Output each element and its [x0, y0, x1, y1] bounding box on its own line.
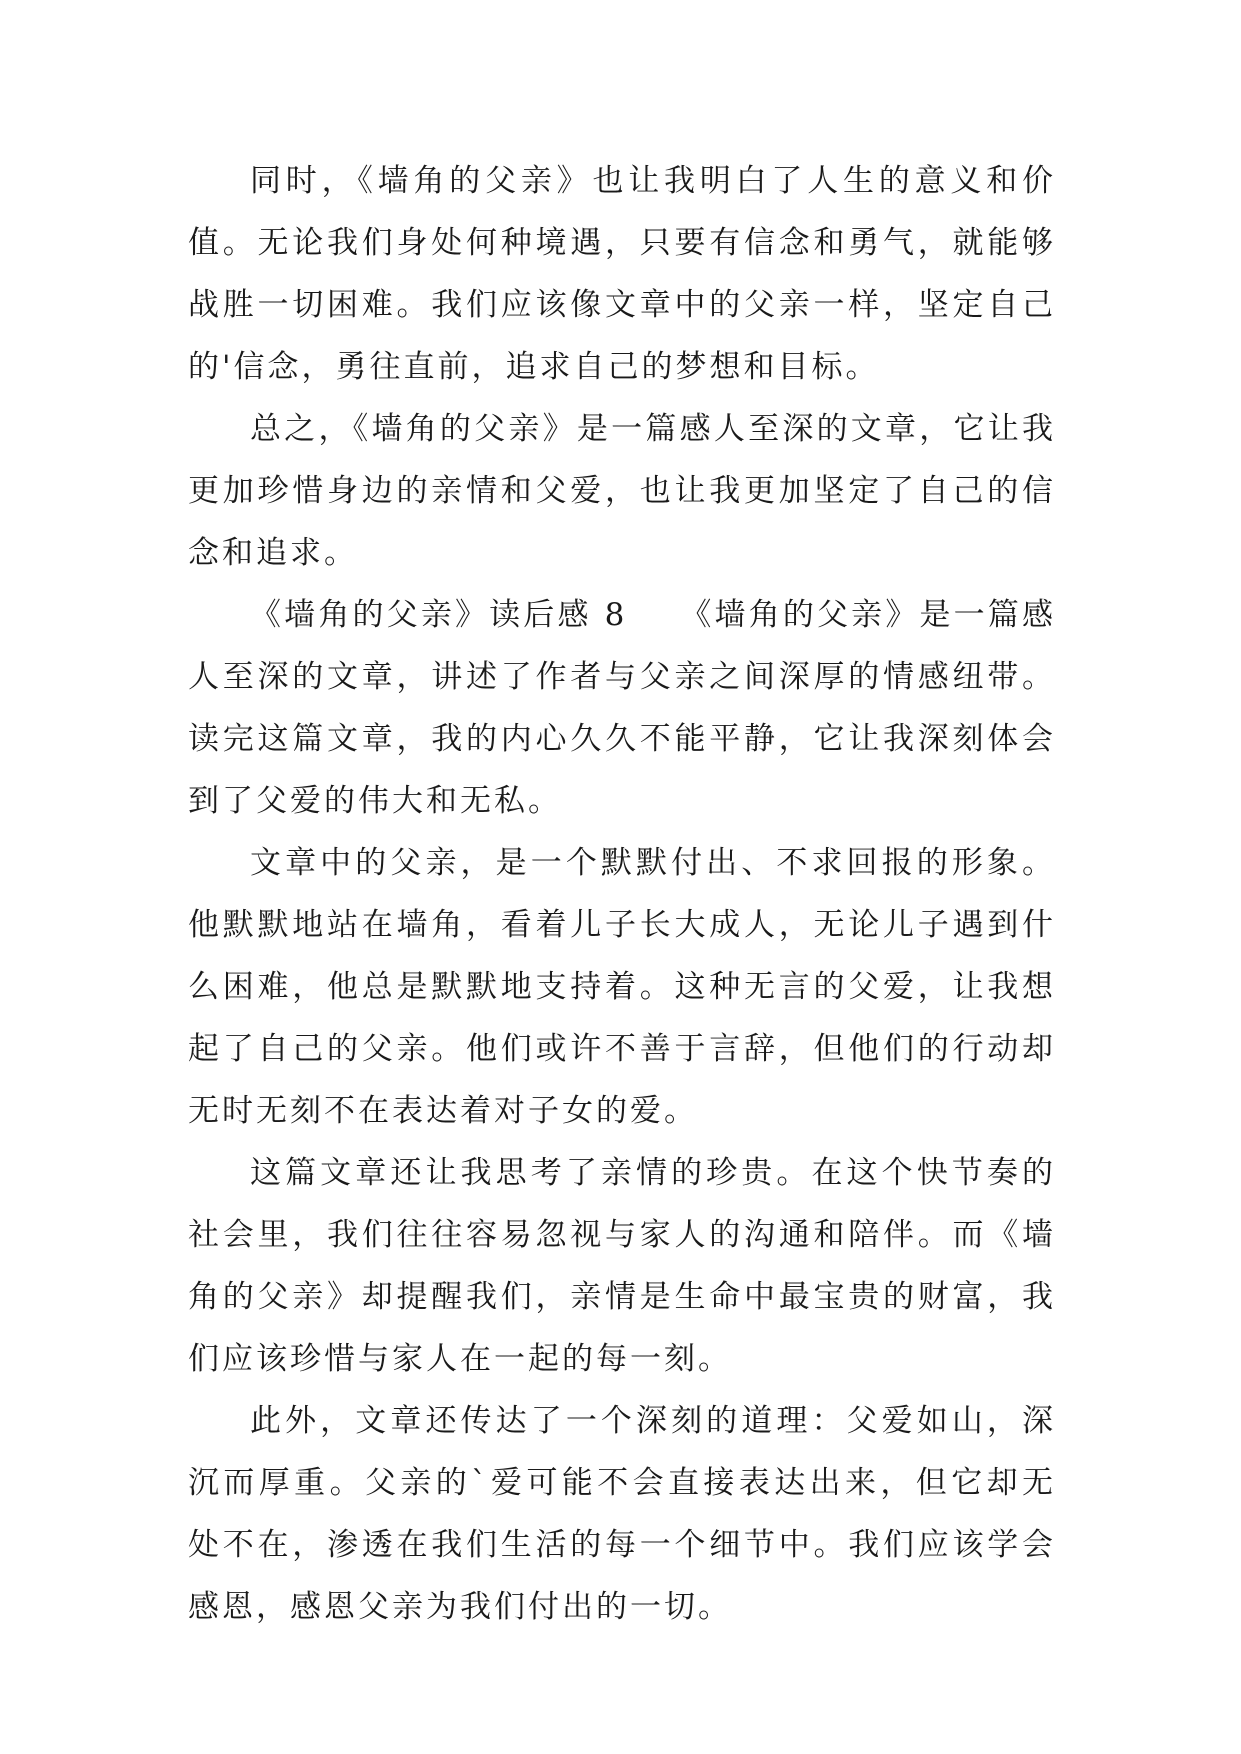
- paragraph: 此外，文章还传达了一个深刻的道理：父爱如山，深沉而厚重。父亲的`爱可能不会直接表达出来，但它却无处不在，渗透在我们生活的每一个细节中。我们应该学会感恩，感恩父亲为我们付出的一切。: [188, 1403, 1056, 1625]
- document-body: [188, 150, 1056, 1638]
- paragraph: 《墙角的父亲》读后感 8 《墙角的父亲》是一篇感人至深的文章，讲述了作者与父亲之间深厚的情感纽带。读完这篇文章，我的内心久久不能平静，它让我深刻体会到了父爱的伟大和无私。: [188, 597, 1056, 819]
- paragraph: 同时，《墙角的父亲》也让我明白了人生的意义和价值。无论我们身处何种境遇，只要有信念和勇气，就能够战胜一切困难。我们应该像文章中的父亲一样，坚定自己的'信念，勇往直前，追求自己的梦想和目标。: [188, 163, 1056, 385]
- paragraph: 文章中的父亲，是一个默默付出、不求回报的形象。他默默地站在墙角，看着儿子长大成人，无论儿子遇到什么困难，他总是默默地支持着。这种无言的父爱，让我想起了自己的父亲。他们或许不善于言辞，但他们的行动却无时无刻不在表达着对子女的爱。: [188, 845, 1056, 1129]
- paragraph: 这篇文章还让我思考了亲情的珍贵。在这个快节奏的社会里，我们往往容易忽视与家人的沟通和陪伴。而《墙角的父亲》却提醒我们，亲情是生命中最宝贵的财富，我们应该珍惜与家人在一起的每一刻。: [188, 1155, 1056, 1377]
- paragraph: 总之，《墙角的父亲》是一篇感人至深的文章，它让我更加珍惜身边的亲情和父爱，也让我更加坚定了自己的信念和追求。: [188, 411, 1056, 571]
